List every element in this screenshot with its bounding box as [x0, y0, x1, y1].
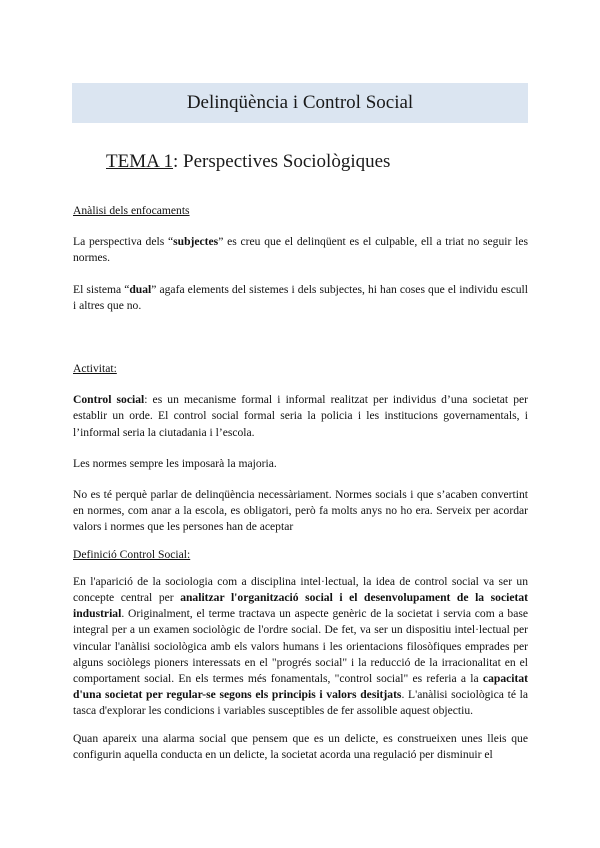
paragraph-alarma-social: Quan apareix una alarma social que pensem que es un delicte, es construeixen unes lleis que configurin aquella conducta en un delicte, la societat acorda una regulació per disminuir el [73, 731, 528, 761]
paragraph-normes-socials: No es té perquè parlar de delinqüència necessàriament. Normes socials i que s’acaben convertint en normes, com anar a la escola, es obligatori, però fa molts anys no ho era. Serveix per acordar valors i normes que les persones han de aceptar [73, 488, 528, 534]
text-run: La perspectiva dels “ [73, 235, 174, 249]
bold-term: analitzar l'organització social i el desenvolupament de la societat industrial [73, 591, 528, 621]
chapter-heading [106, 151, 390, 173]
document-body [73, 203, 528, 763]
bold-term: capacitat d'una societat per regular-se segons els principis i valors desitjats [73, 672, 528, 702]
paragraph-control-social [73, 392, 528, 441]
paragraph-definicio [73, 574, 528, 720]
text-run: . Originalment, el terme tractava un aspecte genèric de la societat i servia com a base integral per a un examen sociològic de l'ordre social. De fet, va ser un dispositiu intel·lectual per vincular l'anàlisi sociològica amb els valors humans i les orientacions filosòfiques emprades per alguns sociòlegs pioners interessats en el "progrés social" i la reducció de la irracionalitat en el comportament social. En els termes més fonamentals, "control social" es referia a la [73, 607, 528, 686]
bold-term: Control social [73, 393, 145, 407]
paragraph-subjectes [73, 234, 528, 266]
text-run: . L'anàlisi sociològica té la tasca d'explorar les condicions i variables susceptibles de fer assolible aquest objectiu. [73, 688, 528, 718]
text-run: : es un mecanisme formal i informal realitzat per individus d’una societat per establir un orde. El control social formal seria la policia i les institucions governamentals, i l’informal seria la ciutadania i l’escola. [73, 393, 528, 439]
paragraph-normes-majoria: Les normes sempre les imposarà la majoria. [73, 456, 277, 470]
chapter-title: : Perspectives Sociològiques [173, 151, 391, 172]
section-heading-analisi: Anàlisi dels enfocaments [73, 204, 190, 217]
text-run: El sistema “ [73, 282, 130, 296]
text-run: En l'aparició de la sociologia com a disciplina intel·lectual, la idea de control social va ser un concepte central per [73, 574, 528, 605]
paragraph-dual [73, 282, 528, 314]
text-run: ” agafa elements del sistemes i dels subjectes, hi han coses que el individu escull i altres que no. [73, 282, 529, 312]
chapter-number: TEMA 1 [106, 151, 174, 172]
section-heading-activitat: Activitat: [73, 362, 117, 376]
section-heading-definicio: Definició Control Social: [73, 547, 191, 561]
document-title: Delinqüència i Control Social [186, 92, 414, 113]
document-title-banner [72, 83, 528, 123]
bold-term: dual [129, 282, 152, 296]
bold-term: subjectes [173, 235, 219, 249]
text-run: ” es creu que el delinqüent es el culpable, ell a triat no seguir les normes. [73, 235, 528, 265]
